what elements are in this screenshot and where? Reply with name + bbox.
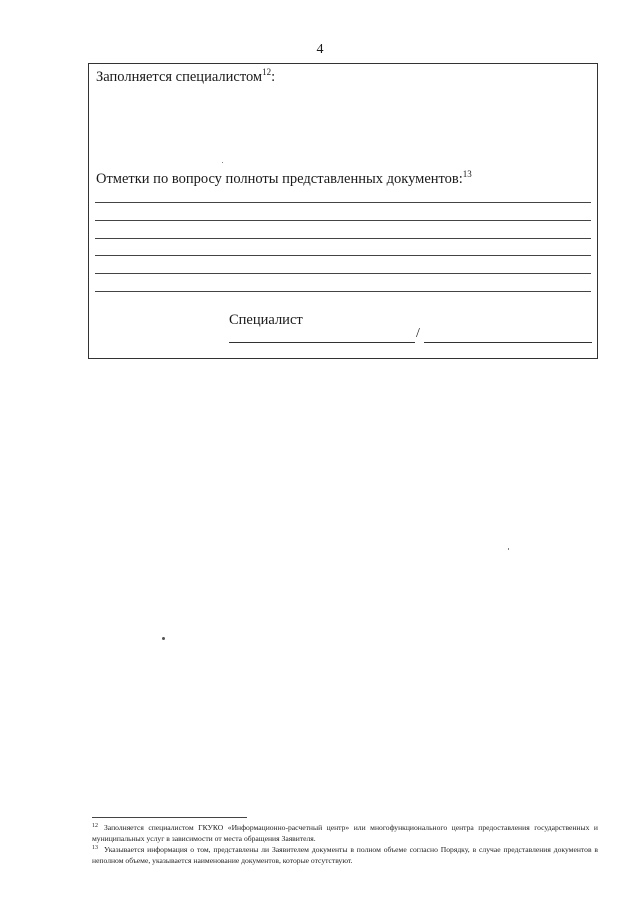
- marks-line-6: [95, 291, 591, 292]
- signature-name-line: [424, 328, 592, 343]
- marks-line-4: [95, 255, 591, 256]
- marks-line-1: [95, 202, 591, 203]
- footnote-divider: [92, 817, 247, 818]
- marks-line-2: [95, 220, 591, 221]
- specialist-heading-text: Заполняется специалистом: [96, 69, 263, 85]
- footnote-13-text: Указывается информация о том, представлены ли Заявителем документы в полном объеме согласно Порядку, в случае представления документов в неполном объеме, указывается наименование документов, которые отсутствуют.: [92, 845, 598, 865]
- scan-speck: [162, 637, 165, 640]
- marks-heading-text: Отметки по вопросу полноты представленных документов:: [96, 171, 463, 187]
- page-number: 4: [316, 42, 324, 57]
- specialist-heading: [96, 69, 275, 86]
- footnote-12-text: Заполняется специалистом ГКУКО «Информационно-расчетный центр» или многофункционального центра предоставления государственных и муниципальных услуг в зависимости от места обращения Заявителя.: [92, 823, 598, 843]
- signature-label: Специалист: [229, 312, 303, 328]
- footnote-12-ref: 12: [92, 823, 98, 829]
- specialist-heading-suffix: :: [271, 69, 276, 85]
- marks-line-3: [95, 238, 591, 239]
- specialist-form-box: [88, 63, 598, 359]
- footnote-13-ref: 13: [92, 845, 98, 851]
- marks-heading: [96, 171, 472, 188]
- footnote-12: [92, 822, 598, 844]
- signature-separator: /: [416, 326, 420, 341]
- scan-speck: [508, 548, 509, 550]
- footnote-ref-12: 12: [262, 67, 272, 77]
- footnote-13: [92, 844, 598, 866]
- scan-speck: [222, 162, 223, 163]
- footnote-ref-13: 13: [462, 169, 472, 179]
- signature-line: [229, 328, 415, 343]
- marks-line-5: [95, 273, 591, 274]
